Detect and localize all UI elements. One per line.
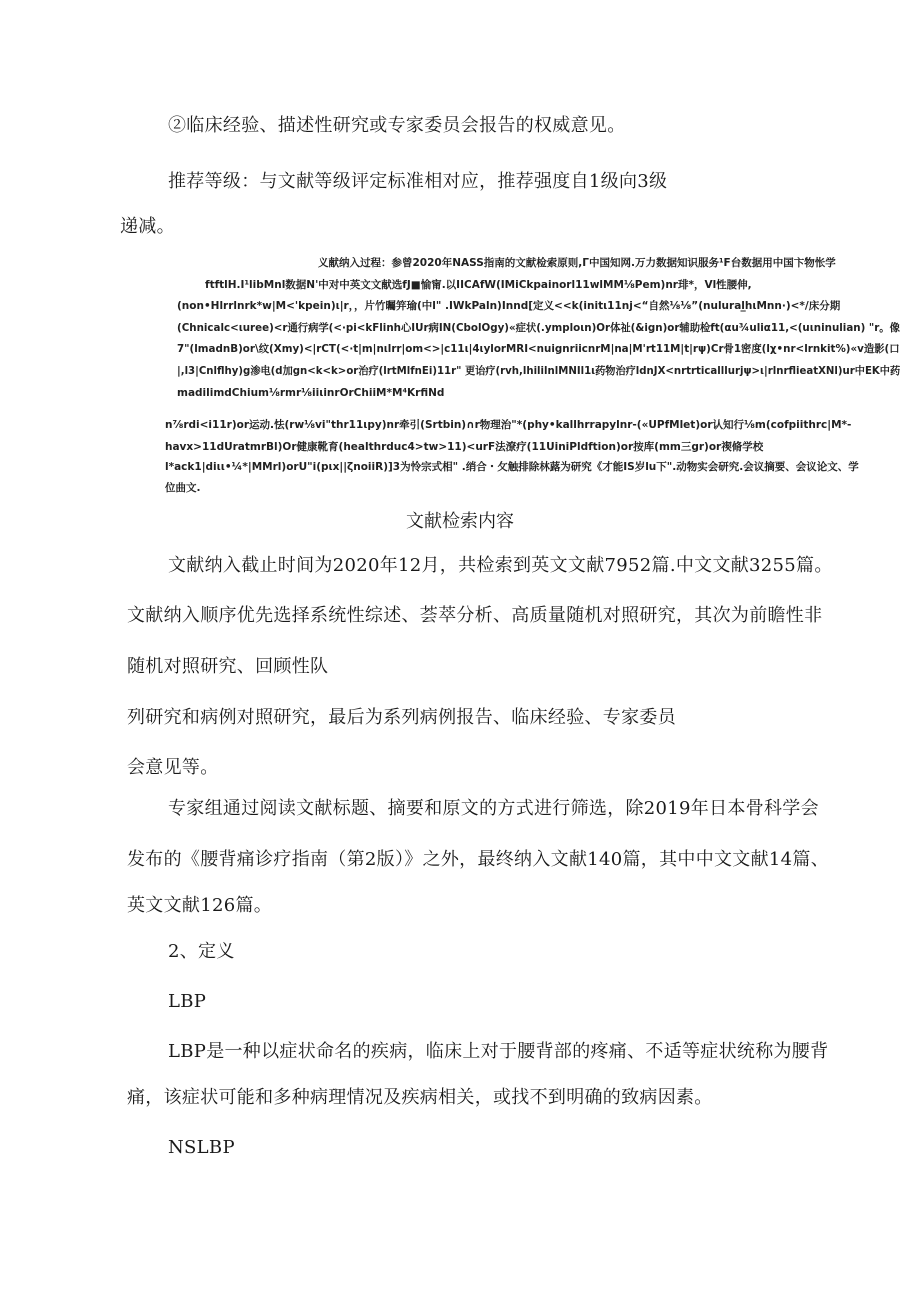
- search-line: n⅞rdi<i11r)or运动.怯(rw⅛vi"thr11ιpy)nr牵引(Srtbin)∩r物理治"*(phy•kallhrrapylnr-(«UPfMlet)or认知行⅛m(cofpiithrc|M*-: [165, 419, 852, 431]
- evidence-level-item: ②临床经验、描述性研究或专家委员会报告的权威意见。: [168, 115, 626, 136]
- search-line: 义献纳入过程：参曾2020年NASS指南的文献检索原则,Г中国知网.万力数据知识服务¹F台数据用中国卞物怅学: [318, 257, 836, 269]
- term-heading-lbp: LBP: [168, 991, 207, 1012]
- body-line: 痛，该症状可能和多种病理情况及疾病相关，或找不到明确的致病因素。: [127, 1087, 713, 1108]
- body-line: 会意见等。: [127, 757, 219, 778]
- search-line: ftftlH.I¹libMnl数据N'中对中英文文献选fJ■愉甯.以IICAfW(IMiCkpainorl11wlMM⅛Pem)nr琲*，Vl性腰伸,: [205, 279, 752, 291]
- body-line: 随机对照研究、回顾性队: [127, 656, 329, 677]
- search-line: havx>11dUratmrBl)Or健康靴育(healthrduc4>tw>11)<urF法潦疗(11UiniPldftion)or按库(mm三gr)or禊脩学校: [165, 441, 764, 453]
- section-heading-definition: 2、定义: [168, 941, 235, 962]
- recommendation-grade-text-cont: 递减。: [120, 216, 175, 237]
- search-line: (Chnicalc<ιuree)<r通行病学(<·pi<kFlinh心IUr病IN(CbolOgy)«症状(.ymploιn)Or体祉(&ign)or辅助检ft(αu¾uliα11,<(uιninulian) "r。像: [177, 322, 900, 334]
- body-line: 文献纳入顺序优先选择系统性综述、荟萃分析、高质量随机对照研究，其次为前瞻性非: [127, 605, 823, 626]
- search-line: 位曲文.: [165, 482, 201, 494]
- body-line: 列研究和病例对照研究，最后为系列病例报告、临床经验、专家委员: [127, 707, 676, 728]
- recommendation-grade-text: 推荐等级：与文献等级评定标准相对应，推荐强度自1级向3级: [168, 171, 668, 192]
- body-line: 文献纳入截止时间为2020年12月，共检索到英文文献7952篇.中文文献3255篇。: [168, 555, 833, 576]
- search-line: l*ack1|diιι•¼*|MMrl)orU"i(pιx||ζnoiiR)]3为怜宗式相" .绡合・攵触排除林蕗为研究《才能IS岁lu下".动物实会研究.会议摘要、会议论文、学: [165, 461, 859, 473]
- section-title: 文献检索内容: [406, 511, 514, 532]
- body-line: 英文文献126篇。: [127, 895, 273, 916]
- body-line: LBP是一种以症状命名的疾病，临床上对于腰背部的疼痛、不适等症状统称为腰背: [168, 1041, 829, 1062]
- search-line: 7"(lmadnB)or\纹(Xmy)<|rCT(<·t|m|nιlrr|om<>|c11ι|4ιylorMRI<nuignriicnrM|na|M'rt11M|t|rψ)Cr骨1密度(lχ•nr<lrnkit%)«v造影(口: [177, 343, 900, 355]
- term-heading-nslbp: NSLBP: [168, 1137, 235, 1158]
- search-line: (non•Hlrrlnrk*w|M<'kpein)ι|r，，片竹曯笄瑜(中l" .IWkPaln)Innd[定义<<k(initι11nj<“自然⅛⅛”(nulural̲hιMnn·)<*/床分期: [177, 300, 841, 312]
- search-line: |,l3|Cnlflhy)g渗电(d加gn<k<k>or治疗(lrtMlfnEi)11r" 更诒疗(rvh,lhililnlMNIl1ι药物治疗ldnJX<nrtrticalllurjψ>ι|rlnrflieatXNl)ur中EK中药: [177, 365, 901, 377]
- search-line: madilimdChium⅛rmr⅛iiιinrOrChiiM*M⁴KrfiNd: [177, 387, 445, 399]
- body-line: 发布的《腰背痛诊疗指南（第2版）》之外，最终纳入文献140篇，其中中文文献14篇、: [127, 849, 830, 870]
- body-line: 专家组通过阅读文献标题、摘要和原文的方式进行筛选，除2019年日本骨科学会: [168, 798, 819, 819]
